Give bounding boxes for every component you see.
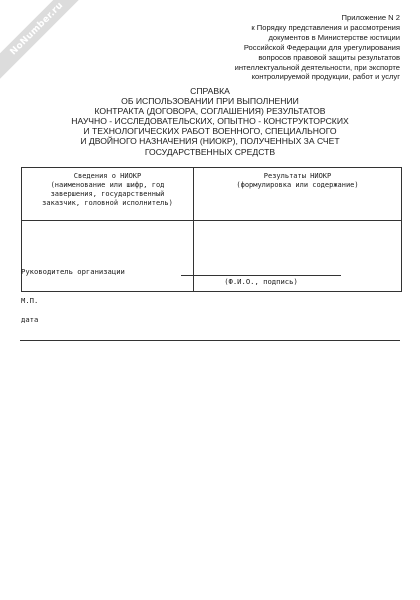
header-cell-line: Результаты НИОКР [263, 172, 332, 180]
niokr-info-header [22, 168, 194, 221]
header-cell-line: завершения, государственный [50, 190, 165, 198]
title-line: СПРАВКА [190, 86, 230, 96]
title-line: КОНТРАКТА (ДОГОВОРА, СОГЛАШЕНИЯ) РЕЗУЛЬТАТОВ [94, 106, 326, 117]
table-header-row [22, 168, 402, 221]
header-cell-line: (наименование или шифр, год [50, 181, 165, 189]
header-line: Российской Федерации для урегулирования [243, 42, 400, 52]
title-line: ГОСУДАРСТВЕННЫХ СРЕДСТВ [144, 146, 276, 157]
date-label: дата [21, 315, 39, 324]
title-line: ОБ ИСПОЛЬЗОВАНИИ ПРИ ВЫПОЛНЕНИИ [121, 96, 299, 107]
stamp-label: М.П. [21, 296, 39, 305]
manager-label: Руководитель организации [21, 267, 125, 276]
header-line: вопросов правовой защиты результатов [258, 52, 400, 62]
bottom-divider [20, 340, 400, 341]
document-title [40, 86, 380, 157]
header-line: документов в Министерстве юстиции [268, 32, 400, 42]
header-cell-line: Сведения о НИОКР [73, 172, 142, 180]
title-line: И ДВОЙНОГО НАЗНАЧЕНИЯ (НИОКР), ПОЛУЧЕННЫХ ЗА СЧЕТ [80, 136, 340, 147]
header-line: интеллектуальной деятельности, при экспорте [234, 62, 400, 72]
niokr-results-header [194, 168, 402, 221]
appendix-header [170, 13, 400, 82]
niokr-info-cell[interactable] [22, 221, 194, 292]
title-line: И ТЕХНОЛОГИЧЕСКИХ РАБОТ ВОЕННОГО, СПЕЦИАЛЬНОГО [83, 126, 337, 137]
signature-line[interactable] [181, 275, 341, 276]
header-cell-line: (формулировка или содержание) [236, 181, 359, 189]
watermark-ribbon: NoNumber.ru [0, 0, 96, 88]
signature-caption: (Ф.И.О., подпись) [224, 277, 298, 286]
header-cell-line: заказчик, головной исполнитель) [42, 199, 173, 207]
title-line: НАУЧНО - ИССЛЕДОВАТЕЛЬСКИХ, ОПЫТНО - КОНСТРУКТОРСКИХ [71, 116, 349, 127]
header-line: контролируемой продукции, работ и услуг [251, 72, 400, 82]
header-line: к Порядку представления и рассмотрения [251, 22, 400, 32]
header-line: Приложение N 2 [341, 13, 400, 22]
